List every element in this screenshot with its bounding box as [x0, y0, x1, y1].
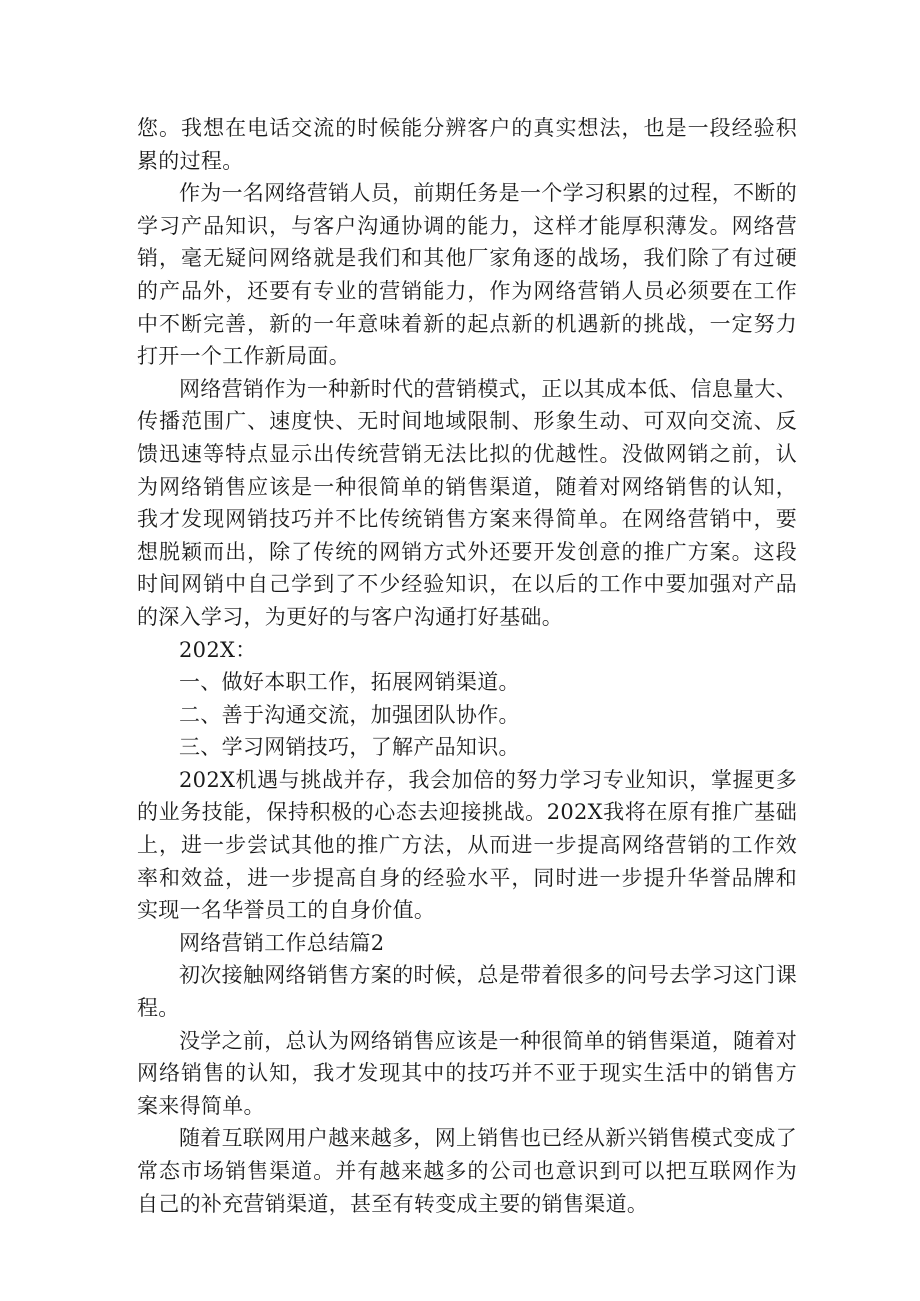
paragraph-1: 您。我想在电话交流的时候能分辨客户的真实想法，也是一段经验积累的过程。 — [137, 116, 797, 173]
list-item-1: 一、做好本职工作，拓展网销渠道。 — [179, 670, 520, 695]
paragraph-7: 随着互联网用户越来越多，网上销售也已经从新兴销售模式变成了常态市场销售渠道。并有越来越多的公司也意识到可以把互联网作为自己的补充营销渠道，甚至有转变成主要的销售渠道。 — [137, 1126, 797, 1216]
list-item-2: 二、善于沟通交流，加强团队协作。 — [179, 702, 520, 727]
paragraph-4: 202X机遇与挑战并存，我会加倍的努力学习专业知识，掌握更多的业务技能，保持积极的心态去迎接挑战。202X我将在原有推广基础上，进一步尝试其他的推广方法，从而进一步提高网络营销的工作效率和效益，进一步提高自身的经验水平，同时进一步提升华誉品牌和实现一名华誉员工的自身价值。 — [137, 767, 797, 923]
document-body — [137, 112, 797, 1220]
paragraph-5: 初次接触网络销售方案的时候，总是带着很多的问号去学习这门课程。 — [137, 963, 797, 1021]
paragraph-6: 没学之前，总认为网络销售应该是一种很简单的销售渠道，随着对网络销售的认知，我才发现其中的技巧并不亚于现实生活中的销售方案来得简单。 — [137, 1028, 797, 1118]
section-title: 网络营销工作总结篇2 — [179, 930, 385, 955]
paragraph-3: 网络营销作为一种新时代的营销模式，正以其成本低、信息量大、传播范围广、速度快、无时间地域限制、形象生动、可双向交流、反馈迅速等特点显示出传统营销无法比拟的优越性。没做网销之前，认为网络销售应该是一种很简单的销售渠道，随着对网络销售的认知，我才发现网销技巧并不比传统销售方案来得简单。在网络营销中，要想脱颖而出，除了传统的网销方式外还要开发创意的推广方案。这段时间网销中自己学到了不少经验知识，在以后的工作中要加强对产品的深入学习，为更好的与客户沟通打好基础。 — [137, 376, 797, 629]
paragraph-2: 作为一名网络营销人员，前期任务是一个学习积累的过程，不断的学习产品知识，与客户沟通协调的能力，这样才能厚积薄发。网络营销，毫无疑问网络就是我们和其他厂家角逐的战场，我们除了有过硬的产品外，还要有专业的营销能力，作为网络营销人员必须要在工作中不断完善，新的一年意味着新的起点新的机遇新的挑战，一定努力打开一个工作新局面。 — [137, 181, 797, 369]
list-item-3: 三、学习网销技巧，了解产品知识。 — [179, 735, 520, 760]
paragraph-year-heading: 202X： — [179, 637, 257, 662]
